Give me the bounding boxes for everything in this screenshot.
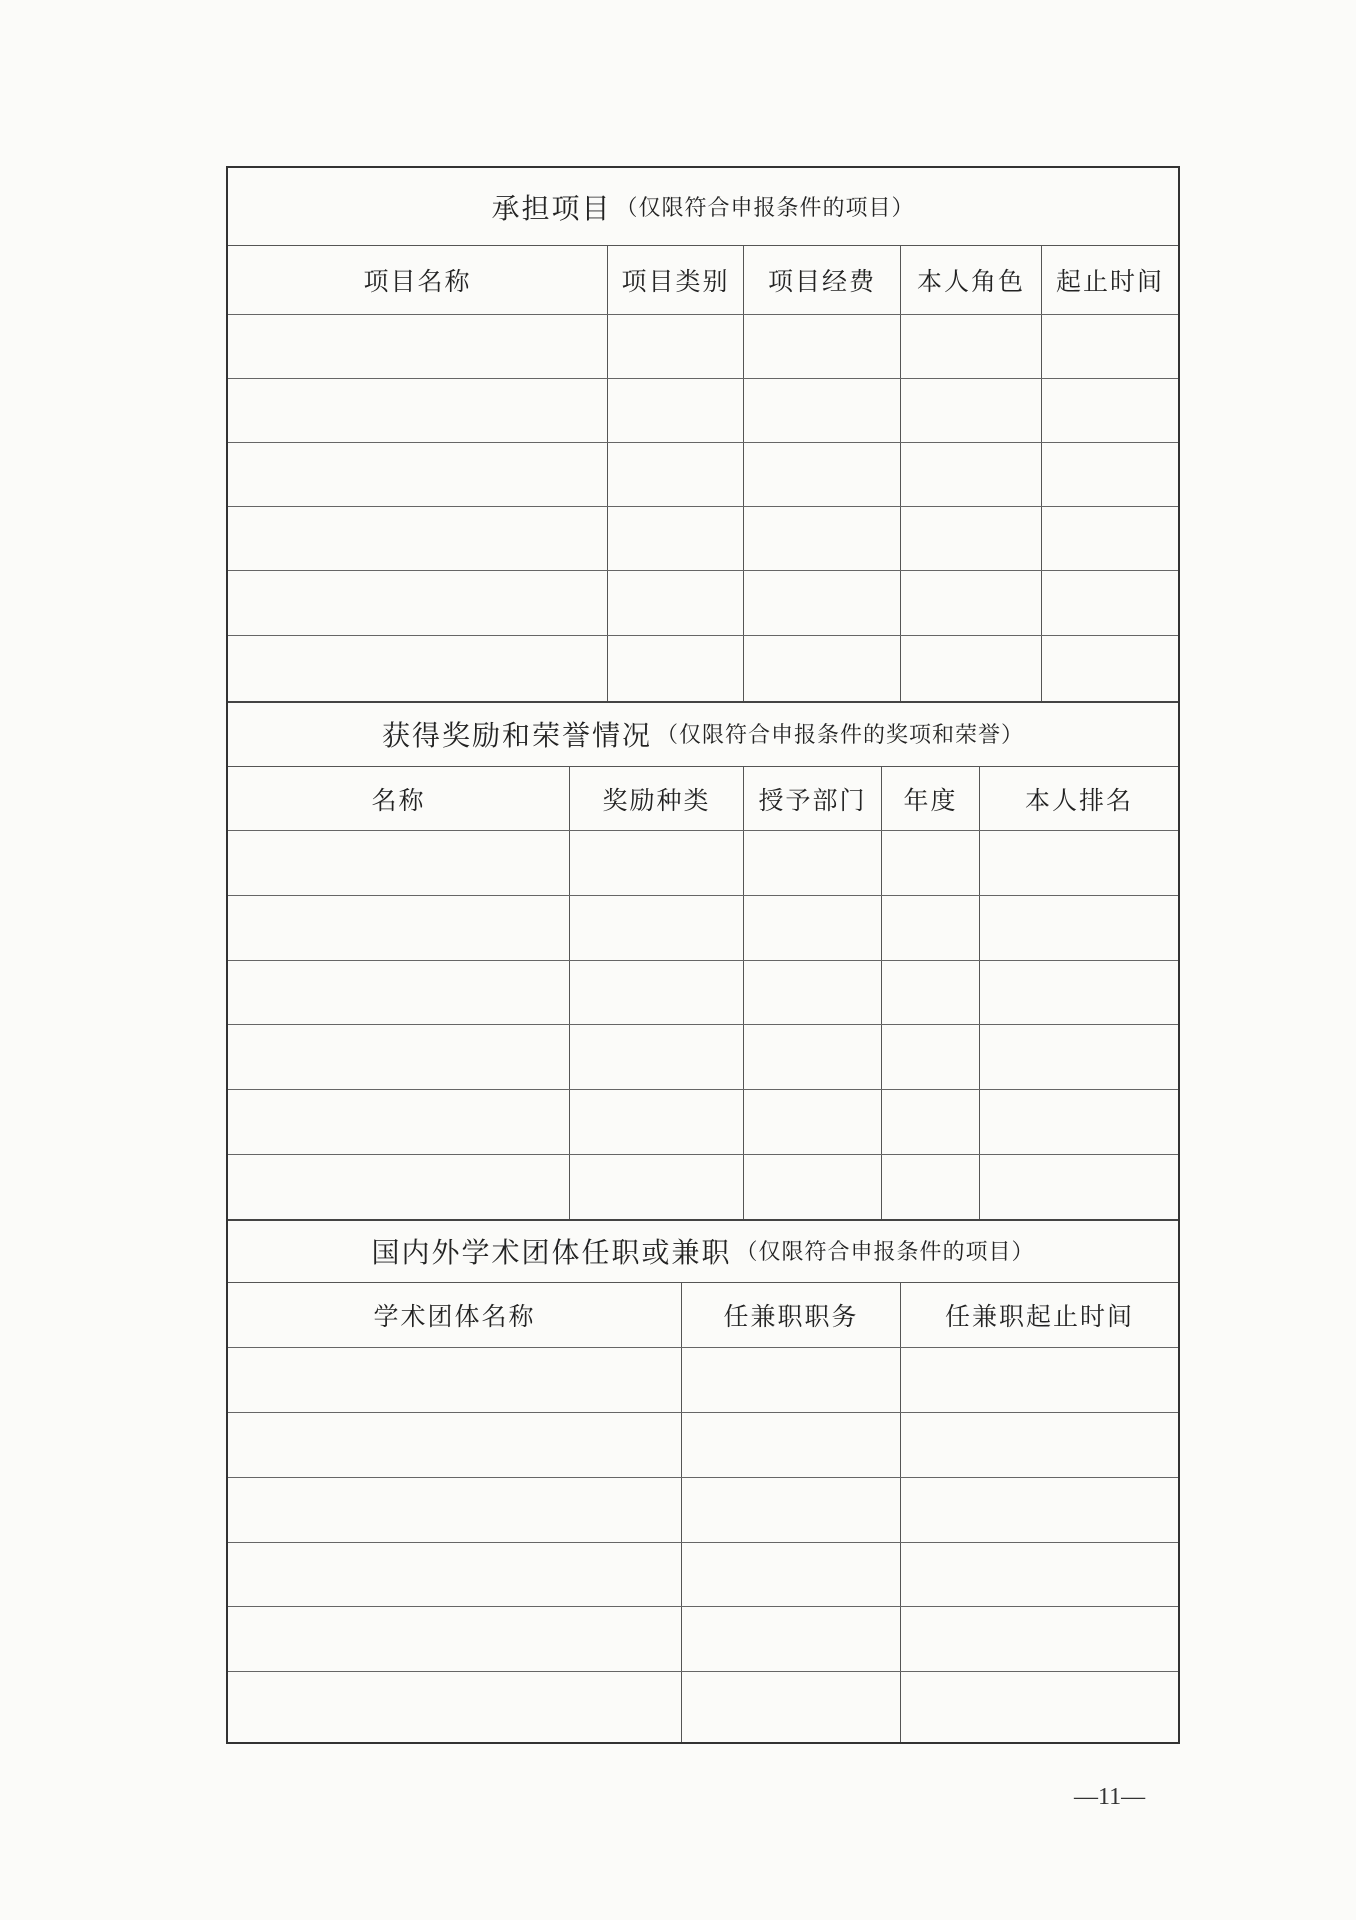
table-cell[interactable] xyxy=(228,961,570,1024)
table-cell[interactable] xyxy=(744,315,901,378)
table-cell[interactable] xyxy=(980,1025,1178,1089)
projects-table xyxy=(228,246,1178,701)
table-cell[interactable] xyxy=(1042,636,1178,701)
table-cell[interactable] xyxy=(228,896,570,960)
table-cell[interactable] xyxy=(228,315,608,378)
table-cell[interactable] xyxy=(228,443,608,506)
academic-positions-section xyxy=(228,1219,1178,1742)
table-cell[interactable] xyxy=(570,1155,744,1219)
column-header: 授予部门 xyxy=(744,767,882,830)
academic-positions-title-text: 国内外学术团体任职或兼职 xyxy=(371,1235,732,1269)
table-cell[interactable] xyxy=(228,831,570,895)
table-row xyxy=(228,443,1178,507)
table-cell[interactable] xyxy=(901,1413,1178,1477)
awards-section xyxy=(228,701,1178,1219)
table-cell[interactable] xyxy=(901,1348,1178,1412)
table-cell[interactable] xyxy=(228,1672,682,1742)
table-cell[interactable] xyxy=(980,896,1178,960)
table-row xyxy=(228,831,1178,896)
table-header-row xyxy=(228,246,1178,315)
table-cell[interactable] xyxy=(228,571,608,635)
column-header: 名称 xyxy=(228,767,570,830)
table-cell[interactable] xyxy=(608,571,744,635)
projects-section xyxy=(228,168,1178,701)
table-cell[interactable] xyxy=(228,1155,570,1219)
awards-table xyxy=(228,767,1178,1219)
table-row xyxy=(228,1025,1178,1090)
table-cell[interactable] xyxy=(980,1090,1178,1154)
column-header: 任兼职职务 xyxy=(682,1283,901,1347)
table-cell[interactable] xyxy=(228,1413,682,1477)
awards-title xyxy=(228,701,1178,767)
column-header: 项目经费 xyxy=(744,246,901,314)
table-cell[interactable] xyxy=(1042,571,1178,635)
table-row xyxy=(228,1155,1178,1219)
table-cell[interactable] xyxy=(744,571,901,635)
column-header: 本人角色 xyxy=(901,246,1042,314)
table-cell[interactable] xyxy=(228,1543,682,1606)
table-row xyxy=(228,1348,1178,1413)
table-cell[interactable] xyxy=(901,1543,1178,1606)
table-cell[interactable] xyxy=(682,1348,901,1412)
table-cell[interactable] xyxy=(608,443,744,506)
column-header: 奖励种类 xyxy=(570,767,744,830)
awards-title-text: 获得奖励和荣誉情况 xyxy=(381,718,652,752)
table-cell[interactable] xyxy=(570,961,744,1024)
table-cell[interactable] xyxy=(744,896,882,960)
column-header: 项目名称 xyxy=(228,246,608,314)
awards-title-note: （仅限符合申报条件的奖项和荣誉） xyxy=(656,723,1025,748)
table-cell[interactable] xyxy=(570,1025,744,1089)
table-cell[interactable] xyxy=(1042,443,1178,506)
table-row xyxy=(228,315,1178,379)
application-form xyxy=(226,166,1180,1744)
table-cell[interactable] xyxy=(228,636,608,701)
table-cell[interactable] xyxy=(901,443,1042,506)
table-cell[interactable] xyxy=(744,1025,882,1089)
table-cell[interactable] xyxy=(228,1025,570,1089)
table-row xyxy=(228,1607,1178,1672)
table-cell[interactable] xyxy=(901,1607,1178,1671)
table-cell[interactable] xyxy=(744,636,901,701)
table-cell[interactable] xyxy=(608,636,744,701)
column-header: 年度 xyxy=(882,767,980,830)
table-row xyxy=(228,571,1178,636)
table-row xyxy=(228,636,1178,701)
table-cell[interactable] xyxy=(682,1672,901,1742)
table-cell[interactable] xyxy=(901,571,1042,635)
academic-positions-title-note: （仅限符合申报条件的项目） xyxy=(735,1240,1035,1265)
table-cell[interactable] xyxy=(744,507,901,570)
table-cell[interactable] xyxy=(882,1025,980,1089)
table-cell[interactable] xyxy=(1042,507,1178,570)
column-header: 学术团体名称 xyxy=(228,1283,682,1347)
table-cell[interactable] xyxy=(980,961,1178,1024)
page-number: —11— xyxy=(1074,1784,1146,1810)
table-cell[interactable] xyxy=(1042,315,1178,378)
table-header-row xyxy=(228,1283,1178,1348)
column-header: 任兼职起止时间 xyxy=(944,1302,1134,1331)
table-row xyxy=(228,379,1178,443)
table-cell[interactable] xyxy=(980,831,1178,895)
table-cell[interactable] xyxy=(882,1155,980,1219)
table-row xyxy=(228,1413,1178,1478)
column-header: 项目类别 xyxy=(608,246,744,314)
academic-positions-title xyxy=(228,1219,1178,1283)
table-cell[interactable] xyxy=(744,831,882,895)
table-cell[interactable] xyxy=(901,379,1042,442)
table-cell[interactable] xyxy=(1042,379,1178,442)
table-cell[interactable] xyxy=(570,896,744,960)
column-header: 起止时间 xyxy=(1055,267,1164,296)
table-cell[interactable] xyxy=(882,961,980,1024)
table-cell[interactable] xyxy=(901,636,1042,701)
table-cell[interactable] xyxy=(682,1413,901,1477)
table-row xyxy=(228,1543,1178,1607)
table-cell[interactable] xyxy=(682,1543,901,1606)
table-row xyxy=(228,1478,1178,1543)
projects-title xyxy=(228,168,1178,246)
academic-positions-table xyxy=(228,1283,1178,1742)
table-row xyxy=(228,507,1178,571)
table-cell[interactable] xyxy=(980,1155,1178,1219)
table-row xyxy=(228,1090,1178,1155)
table-cell[interactable] xyxy=(744,379,901,442)
table-cell[interactable] xyxy=(882,1090,980,1154)
column-header: 本人排名 xyxy=(1024,785,1133,815)
table-cell[interactable] xyxy=(682,1607,901,1671)
table-cell[interactable] xyxy=(744,961,882,1024)
table-row xyxy=(228,896,1178,961)
table-cell[interactable] xyxy=(882,896,980,960)
table-row xyxy=(228,1672,1178,1742)
table-cell[interactable] xyxy=(744,1155,882,1219)
table-cell[interactable] xyxy=(901,1478,1178,1542)
projects-title-text: 承担项目 xyxy=(491,191,612,225)
table-cell[interactable] xyxy=(570,831,744,895)
table-cell[interactable] xyxy=(744,443,901,506)
table-cell[interactable] xyxy=(901,1672,1178,1742)
table-cell[interactable] xyxy=(228,379,608,442)
table-cell[interactable] xyxy=(608,379,744,442)
table-cell[interactable] xyxy=(901,315,1042,378)
table-cell[interactable] xyxy=(570,1090,744,1154)
table-cell[interactable] xyxy=(228,1348,682,1412)
table-cell[interactable] xyxy=(228,1090,570,1154)
table-cell[interactable] xyxy=(608,507,744,570)
table-cell[interactable] xyxy=(901,507,1042,570)
table-row xyxy=(228,961,1178,1025)
table-cell[interactable] xyxy=(744,1090,882,1154)
table-header-row xyxy=(228,767,1178,831)
table-cell[interactable] xyxy=(682,1478,901,1542)
projects-title-note: （仅限符合申报条件的项目） xyxy=(615,196,915,221)
table-cell[interactable] xyxy=(228,507,608,570)
table-cell[interactable] xyxy=(228,1607,682,1671)
table-cell[interactable] xyxy=(228,1478,682,1542)
table-cell[interactable] xyxy=(608,315,744,378)
table-cell[interactable] xyxy=(882,831,980,895)
